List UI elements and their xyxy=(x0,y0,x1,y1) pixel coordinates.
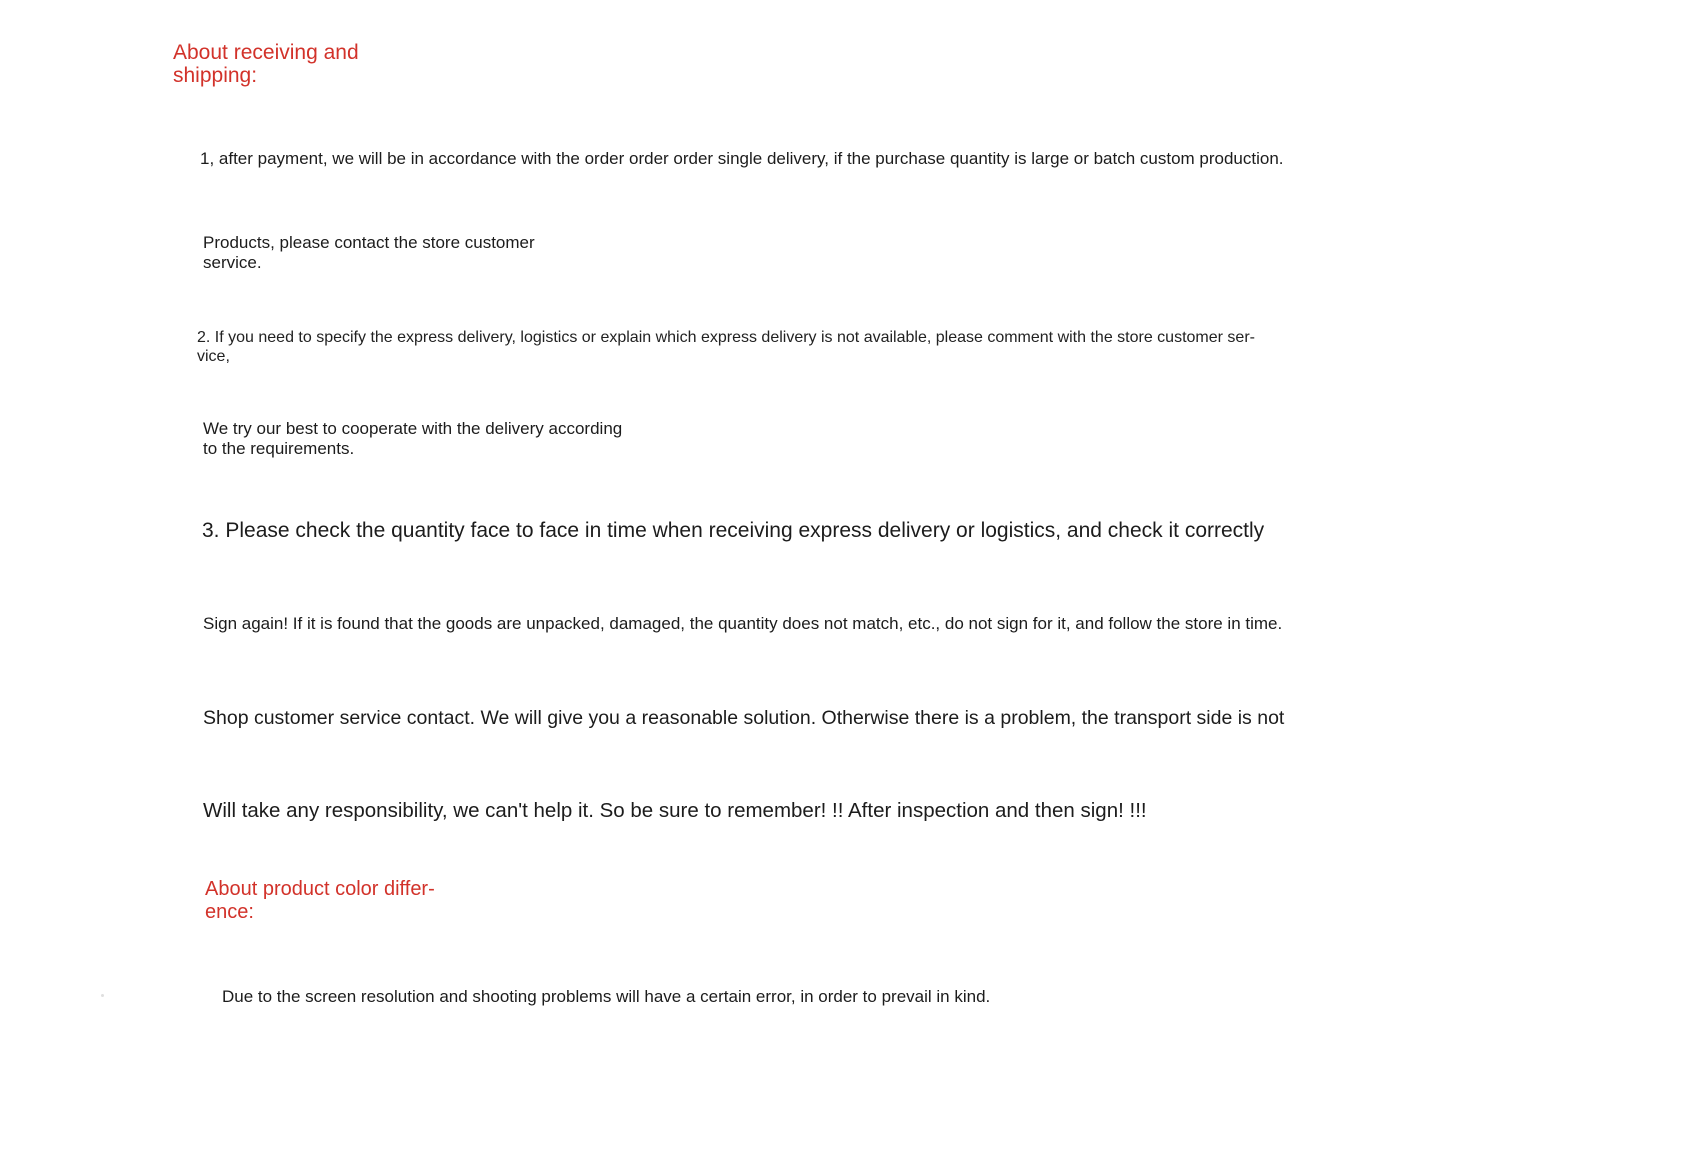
shipping-point-2-continued xyxy=(203,419,622,459)
color-difference-body: Due to the screen resolution and shooting problems will have a certain error, in order to prevail in kind. xyxy=(222,987,991,1006)
shipping-point-3-continued-1: Sign again! If it is found that the goods are unpacked, damaged, the quantity does not match, etc., do not sign for it, and follow the store in time. xyxy=(203,614,1283,633)
shipping-point-1-continued xyxy=(203,233,535,273)
shipping-point-2 xyxy=(197,328,1255,366)
shipping-point-3-continued-3: Will take any responsibility, we can't help it. So be sure to remember! !! After inspection and then sign! !!! xyxy=(203,799,1147,822)
color-difference-section-heading xyxy=(205,878,435,924)
shipping-point-3-continued-2: Shop customer service contact. We will give you a reasonable solution. Otherwise there is a problem, the transport side is not xyxy=(203,707,1285,729)
shipping-heading-line-1: About receiving and xyxy=(173,41,359,64)
shipping-section-heading xyxy=(173,41,359,87)
shipping-point-1-cont-line-1: Products, please contact the store customer xyxy=(203,233,535,252)
shipping-point-1: 1, after payment, we will be in accordance with the order order order single delivery, if the purchase quantity is large or batch custom production. xyxy=(200,149,1284,168)
shipping-point-2-cont-line-2: to the requirements. xyxy=(203,439,355,458)
shipping-point-2-line-1: 2. If you need to specify the express delivery, logistics or explain which express delivery is not available, please comment with the store customer ser- xyxy=(197,329,1255,346)
shipping-heading-line-2: shipping: xyxy=(173,64,258,87)
color-heading-line-1: About product color differ- xyxy=(205,878,435,900)
shipping-point-3: 3. Please check the quantity face to face in time when receiving express delivery or logistics, and check it correctly xyxy=(202,519,1265,542)
shipping-point-2-cont-line-1: We try our best to cooperate with the delivery according xyxy=(203,419,623,438)
page-artifact-speck xyxy=(101,994,104,997)
shipping-point-1-cont-line-2: service. xyxy=(203,253,262,272)
color-heading-line-2: ence: xyxy=(205,901,254,923)
shipping-point-2-line-2: vice, xyxy=(197,348,230,365)
